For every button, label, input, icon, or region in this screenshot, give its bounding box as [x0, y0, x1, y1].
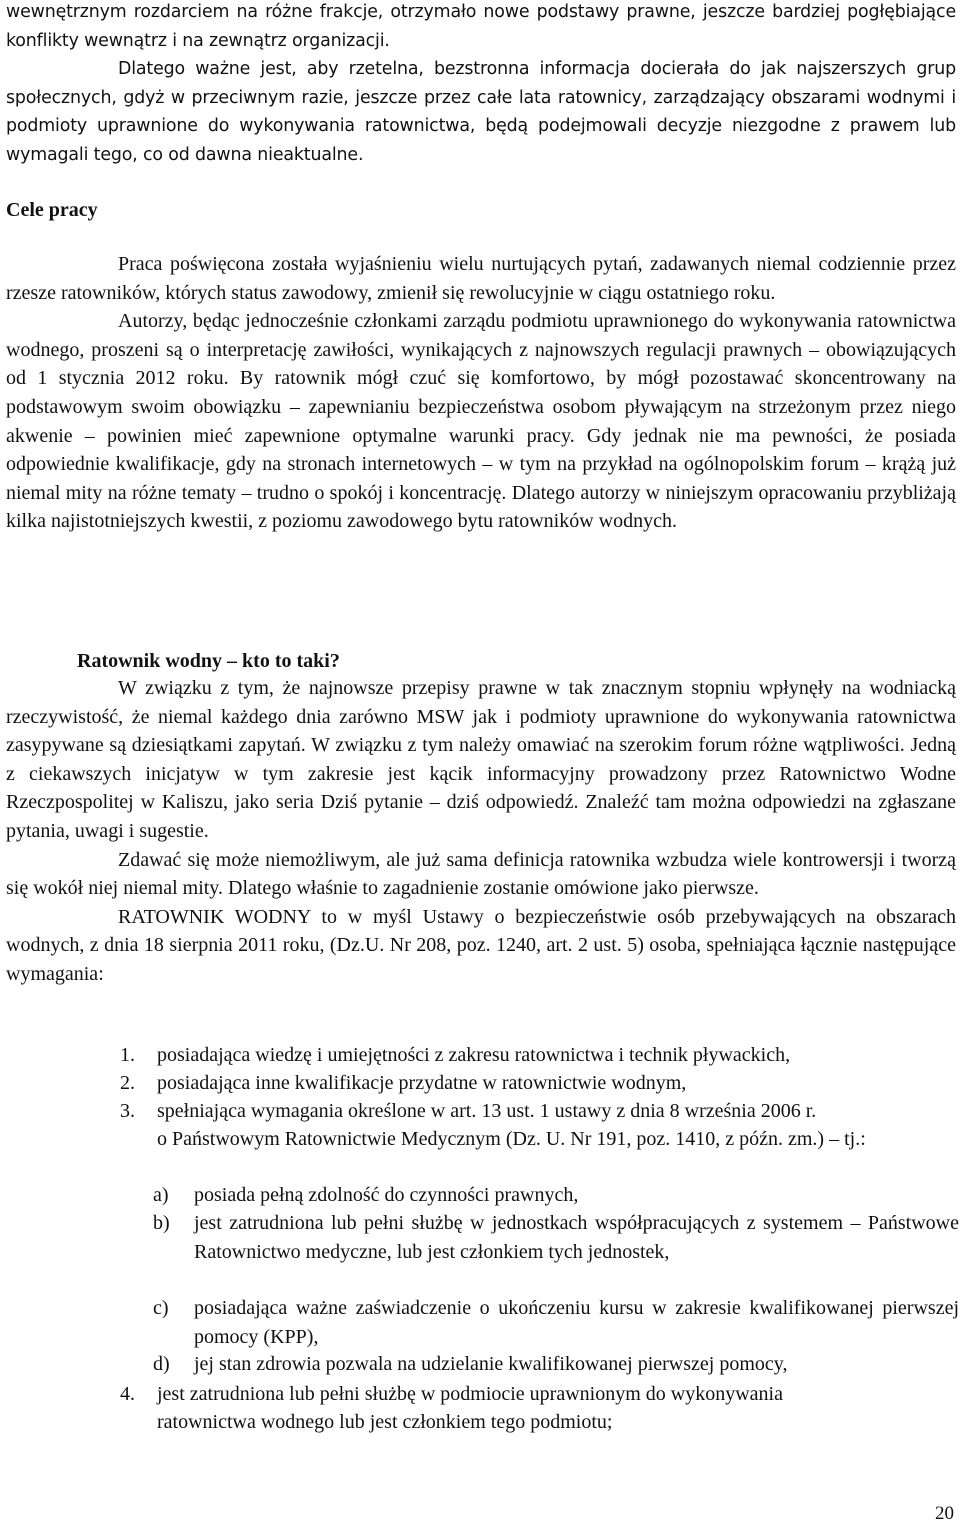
intro-paragraph-1: wewnętrznym rozdarciem na różne frakcje, otrzymało nowe podstawy prawne, jeszcze bardziej pogłębiające konflikty wewnątrz i na zewnątrz organizacji.: [6, 2, 956, 51]
list-item: [120, 1069, 958, 1098]
list-item-continuation: ratownictwa wodnego lub jest członkiem tego podmiotu;: [157, 1411, 613, 1433]
list-item: [120, 1380, 958, 1409]
list-item-text: spełniająca wymagania określone w art. 13 ust. 1 ustawy z dnia 8 września 2006 r.: [157, 1100, 817, 1122]
section-cele-pracy: [6, 250, 956, 536]
cele-paragraph-1: Praca poświęcona została wyjaśnieniu wielu nurtujących pytań, zadawanych niemal codziennie przez rzesze ratowników, których status zawodowy, zmienił się rewolucyjnie w ciągu ostatniego roku.: [6, 253, 956, 304]
list-item-text: posiadająca wiedzę i umiejętności z zakresu ratownictwa i technik pływackich,: [157, 1044, 791, 1066]
list-item-number: 4.: [120, 1383, 135, 1405]
sub-list-item-letter: b): [153, 1212, 170, 1234]
list-item-text: jest zatrudniona lub pełni służbę w podmiocie uprawnionym do wykonywania: [157, 1383, 783, 1405]
sub-list-item-letter: d): [153, 1353, 170, 1375]
intro-paragraph-2: Dlatego ważne jest, aby rzetelna, bezstronna informacja docierała do jak najszerszych grup społecznych, gdyż w przeciwnym razie, jeszcze przez całe lata ratownicy, zarządzający obszarami wodnymi i podmioty uprawnione do wykonywania ratownictwa, będą podejmowali decyzje niezgodne z prawem lub wymagali tego, co od dawna nieaktualne.: [6, 59, 956, 165]
heading-cele-pracy: Cele pracy: [6, 199, 98, 221]
intro-block: [6, 0, 956, 169]
ratownik-paragraph-2: Zdawać się może niemożliwym, ale już sama definicja ratownika wzbudza wiele kontrowersji i tworzą się wokół niej niemal mity. Dlatego właśnie to zagadnienie zostanie omówione jako pierwsze.: [6, 848, 956, 900]
sub-list-item: [153, 1209, 959, 1266]
sub-list-item-letter: c): [153, 1297, 169, 1319]
sub-list-item-text: jej stan zdrowia pozwala na udzielanie kwalifikowanej pierwszej pomocy,: [194, 1353, 788, 1375]
sub-list-item: [153, 1181, 959, 1210]
sub-list-item-text: jest zatrudniona lub pełni służbę w jednostkach współpracujących z systemem – Państwowe Ratownictwo medyczne, lub jest członkiem tych jednostek,: [194, 1212, 959, 1263]
ratownik-paragraph-3: RATOWNIK WODNY to w myśl Ustawy o bezpieczeństwie osób przebywających na obszarach wodnych, z dnia 18 sierpnia 2011 roku, (Dz.U. Nr 208, poz. 1240, art. 2 ust. 5) osoba, spełniająca łącznie następujące wymagania:: [6, 905, 956, 985]
list-item-continuation: o Państwowym Ratownictwie Medycznym (Dz. U. Nr 191, poz. 1410, z późn. zm.) – tj.:: [157, 1128, 866, 1150]
list-item-number: 1.: [120, 1044, 135, 1066]
list-item-number: 3.: [120, 1100, 135, 1122]
page-number: 20: [935, 1503, 954, 1524]
list-item: [120, 1097, 958, 1126]
heading-ratownik-wodny: Ratownik wodny – kto to taki?: [77, 650, 340, 672]
sub-list-item-letter: a): [153, 1184, 169, 1206]
section-ratownik-wodny: [6, 674, 956, 989]
sub-list-item-text: posiadająca ważne zaświadczenie o ukończeniu kursu w zakresie kwalifikowanej pierwszej pomocy (KPP),: [194, 1297, 959, 1348]
sub-list-item-text: posiada pełną zdolność do czynności prawnych,: [194, 1184, 579, 1206]
list-item-number: 2.: [120, 1072, 135, 1094]
list-item-text: posiadająca inne kwalifikacje przydatne w ratownictwie wodnym,: [157, 1072, 687, 1094]
sub-list-item: [153, 1350, 959, 1379]
sub-list-item: [153, 1294, 959, 1351]
cele-paragraph-2: Autorzy, będąc jednocześnie członkami zarządu podmiotu uprawnionego do wykonywania ratownictwa wodnego, proszeni są o interpretację zawiłości, wynikających z najnowszych regulacji prawnych – obowiązujących od 1 stycznia 2012 roku. By ratownik mógł czuć się komfortowo, by mógł pozostawać skoncentrowany na podstawowym swoim obowiązku – zapewnianiu bezpieczeństwa osobom pływającym na strzeżonym przez niego akwenie – powinien mieć zapewnione optymalne warunki pracy. Gdy jednak nie ma pewności, że posiada odpowiednie kwalifikacje, gdy na stronach internetowych – w tym na przykład na ogólnopolskim forum – krążą już niemal mity na różne tematy – trudno o spokój i koncentrację. Dlatego autorzy w niniejszym opracowaniu przybliżają kilka najistotniejszych kwestii, z poziomu zawodowego bytu ratowników wodnych.: [6, 310, 956, 533]
list-item: [120, 1041, 958, 1070]
ratownik-paragraph-1: W związku z tym, że najnowsze przepisy prawne w tak znacznym stopniu wpłynęły na wodniacką rzeczywistość, że niemal każdego dnia zarówno MSW jak i podmioty uprawnione do wykonywania ratownictwa zasypywane są dziesiątkami zapytań. W związku z tym należy omawiać na szerokim forum różne wątpliwości. Jedną z ciekawszych inicjatyw w tym zakresie jest kącik informacyjny prowadzony przez Ratownictwo Wodne Rzeczpospolitej w Kaliszu, jako seria Dziś pytanie – dziś odpowiedź. Znaleźć tam można odpowiedzi na zgłaszane pytania, uwagi i sugestie.: [6, 677, 956, 842]
